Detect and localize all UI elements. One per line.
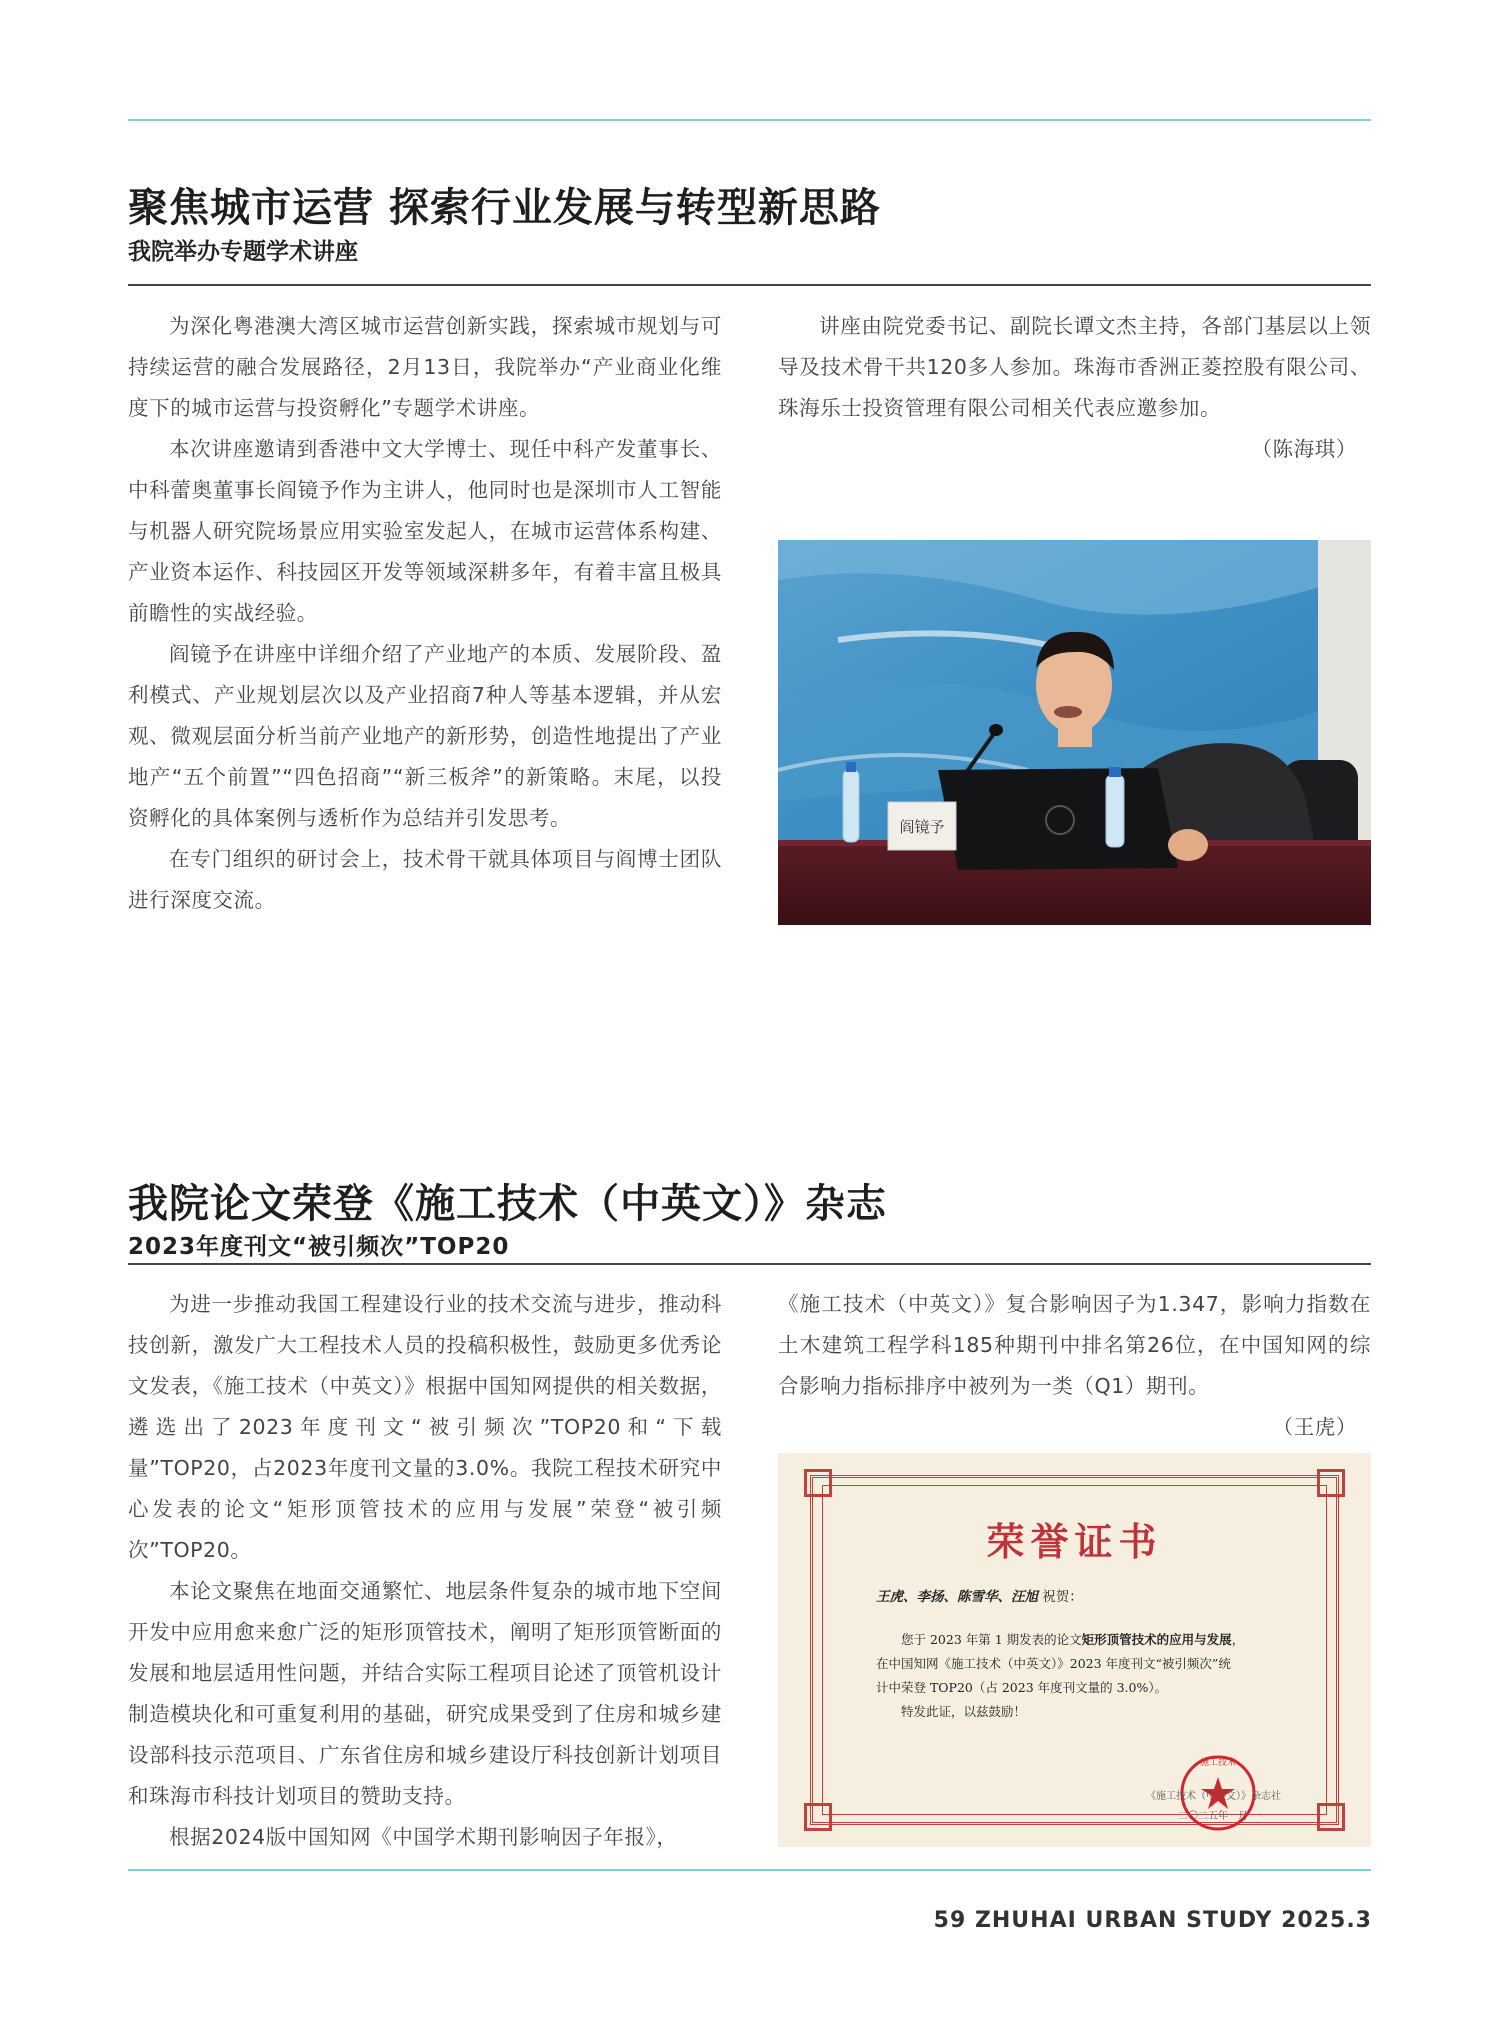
recipient-names: 王虎、李扬、陈雪华、汪旭: [876, 1589, 1038, 1605]
honor-certificate: [778, 1453, 1371, 1847]
article2-subtitle: 2023年度刊文“被引频次”TOP20: [128, 1234, 510, 1260]
cert-line2: 在中国知网《施工技术（中英文）》2023 年度刊文“被引频次”统: [876, 1656, 1231, 1671]
article1-paragraph: 阎镜予在讲座中详细介绍了产业地产的本质、发展阶段、盈利模式、产业规划层次以及产业招商7种人等基本逻辑，并从宏观、微观层面分析当前产业地产的新形势，创造性地提出了产业地产“五个前置”“四色招商”“新三板斧”的新策略。末尾，以投资孵化的具体案例与透析作为总结并引发思考。: [128, 642, 722, 830]
article1-author: （陈海琪）: [1251, 437, 1357, 461]
cert-paper-title: 矩形顶管技术的应用与发展: [1081, 1632, 1232, 1647]
article2-paragraph: 本论文聚焦在地面交通繁忙、地层条件复杂的城市地下空间开发中应用愈来愈广泛的矩形顶管技术，阐明了矩形顶管断面的发展和地层适用性问题，并结合实际工程项目论述了顶管机设计制造模块化和可重复利用的基础，研究成果受到了住房和城乡建设部科技示范项目、广东省住房和城乡建设厅科技创新计划项目和珠海市科技计划项目的赞助支持。: [128, 1579, 722, 1808]
article2-title: 我院论文荣登《施工技术（中英文）》杂志: [128, 1181, 887, 1227]
article2-paragraph: 《施工技术（中英文）》复合影响因子为1.347，影响力指数在土木建筑工程学科185种期刊中排名第26位，在中国知网的综合影响力指标排序中被列为一类（Q1）期刊。: [778, 1292, 1371, 1398]
article2-author: （王虎）: [1272, 1415, 1357, 1439]
article2-left-column: [128, 1284, 722, 1858]
corner-ornament: [1317, 1803, 1345, 1831]
cert-line1-suffix: ，: [1231, 1632, 1245, 1647]
page-footer: 59 ZHUHAI URBAN STUDY 2025.3: [933, 1908, 1372, 1933]
greeting: 祝贺：: [1042, 1589, 1083, 1605]
lecture-photo: [778, 540, 1371, 925]
article1-left-column: [128, 306, 722, 921]
corner-ornament: [1317, 1469, 1345, 1497]
corner-ornament: [804, 1469, 832, 1497]
bottom-divider: [128, 1869, 1371, 1871]
article2-paragraph: 为进一步推动我国工程建设行业的技术交流与进步，推动科技创新，激发广大工程技术人员的投稿积极性，鼓励更多优秀论文发表，《施工技术（中英文）》根据中国知网提供的相关数据，遴选出了2023年度刊文“被引频次”TOP20和“下载量”TOP20，占2023年度刊文量的3.0%。我院工程技术研究中心发表的论文“矩形顶管技术的应用与发展”荣登“被引频次”TOP20。: [128, 1292, 722, 1562]
article2-right-column: [778, 1284, 1371, 1448]
nameplate-text: 阎镜予: [899, 818, 945, 836]
certificate-body: [876, 1628, 1296, 1724]
seal-text: 施工技术: [1199, 1758, 1236, 1768]
article1-paragraph: 本次讲座邀请到香港中文大学博士、现任中科产发董事长、中科蕾奥董事长阎镜予作为主讲人，他同时也是深圳市人工智能与机器人研究院场景应用实验室发起人，在城市运营体系构建、产业资本运作、科技园区开发等领域深耕多年，有着丰富且极具前瞻性的实战经验。: [128, 437, 722, 625]
article1-paragraph: 讲座由院党委书记、副院长谭文杰主持，各部门基层以上领导及技术骨干共120多人参加。珠海市香洲正菱控股有限公司、珠海乐士投资管理有限公司相关代表应邀参加。: [778, 314, 1371, 420]
article1-title: 聚焦城市运营 探索行业发展与转型新思路: [128, 185, 881, 231]
cert-line3: 计中荣登 TOP20（占 2023 年度刊文量的 3.0%）。: [876, 1680, 1168, 1695]
article2-paragraph: 根据2024版中国知网《中国学术期刊影响因子年报》，: [169, 1825, 678, 1849]
top-divider: [128, 119, 1371, 121]
certificate-recipients: [876, 1585, 1083, 1605]
article1-paragraph: 为深化粤港澳大湾区城市运营创新实践，探索城市规划与可持续运营的融合发展路径，2月13日，我院举办“产业商业化维度下的城市运营与投资孵化”专题学术讲座。: [128, 314, 722, 420]
corner-ornament: [804, 1803, 832, 1831]
article1-paragraph: 在专门组织的研讨会上，技术骨干就具体项目与阎博士团队进行深度交流。: [128, 847, 722, 912]
cert-line1-prefix: 您于 2023 年第 1 期发表的论文: [901, 1632, 1082, 1647]
certificate-title: 荣誉证书: [986, 1519, 1163, 1564]
article2-divider: [128, 1263, 1371, 1265]
certificate-date: 二〇二五年一月: [1178, 1811, 1248, 1822]
article1-subtitle: 我院举办专题学术讲座: [128, 239, 358, 265]
article1-divider: [128, 284, 1371, 286]
certificate-issuer: 《施工技术（中英文）》杂志社: [1146, 1791, 1281, 1802]
cert-line4: 特发此证，以兹鼓励！: [901, 1704, 1027, 1719]
article1-right-column: [778, 306, 1371, 470]
